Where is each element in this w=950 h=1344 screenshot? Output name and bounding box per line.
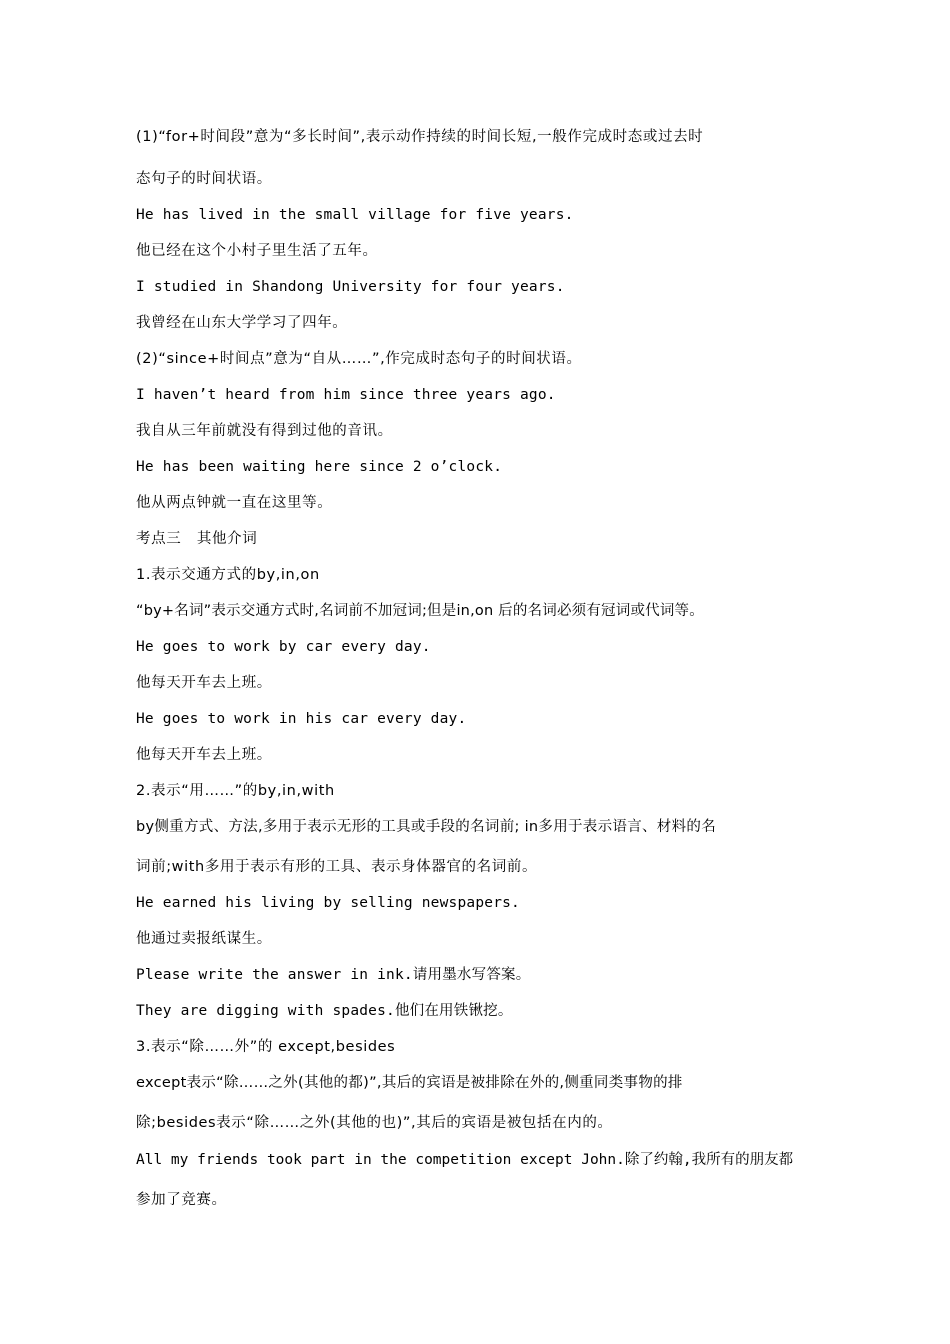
example-sentence: He goes to work in his car every day. (136, 711, 467, 727)
paragraph-line: 除;besides表示“除……之外(其他的也)”,其后的宾语是被包括在内的。 (136, 1115, 613, 1131)
example-sentence: They are digging with spades.他们在用铁锹挖。 (136, 1003, 513, 1019)
paragraph-line: except表示“除……之外(其他的都)”,其后的宾语是被排除在外的,侧重同类事物的排 (136, 1075, 683, 1091)
example-sentence: He earned his living by selling newspapers. (136, 895, 520, 911)
paragraph-line: by侧重方式、方法,多用于表示无形的工具或手段的名词前; in多用于表示语言、材料的名 (136, 819, 717, 835)
subsection-heading: 3.表示“除……外”的 except,besides (136, 1039, 396, 1055)
example-sentence: I studied in Shandong University for four years. (136, 279, 565, 295)
example-sentence: He has been waiting here since 2 o’clock. (136, 459, 503, 475)
subsection-heading: 1.表示交通方式的by,in,on (136, 567, 320, 583)
paragraph-line: 词前;with多用于表示有形的工具、表示身体器官的名词前。 (136, 859, 538, 875)
example-sentence: I haven’t heard from him since three years ago. (136, 387, 556, 403)
translation-line: 参加了竞赛。 (136, 1192, 227, 1208)
translation-line: 他从两点钟就一直在这里等。 (136, 495, 333, 511)
section-heading: 考点三 其他介词 (136, 531, 258, 547)
translation-line: 他每天开车去上班。 (136, 675, 272, 691)
paragraph-line: (2)“since+时间点”意为“自从……”,作完成时态句子的时间状语。 (136, 351, 582, 367)
example-sentence: He goes to work by car every day. (136, 639, 431, 655)
translation-line: 他每天开车去上班。 (136, 747, 272, 763)
paragraph-line: “by+名词”表示交通方式时,名词前不加冠词;但是in,on 后的名词必须有冠词或代词等。 (136, 603, 704, 619)
example-sentence: He has lived in the small village for five years. (136, 207, 574, 223)
translation-line: 我曾经在山东大学学习了四年。 (136, 315, 348, 331)
paragraph-line: 态句子的时间状语。 (136, 171, 272, 187)
paragraph-line: (1)“for+时间段”意为“多长时间”,表示动作持续的时间长短,一般作完成时态或过去时 (136, 129, 704, 145)
translation-line: 我自从三年前就没有得到过他的音讯。 (136, 423, 393, 439)
translation-line: 他通过卖报纸谋生。 (136, 931, 272, 947)
example-sentence: Please write the answer in ink.请用墨水写答案。 (136, 967, 531, 983)
example-sentence: All my friends took part in the competition except John.除了约翰,我所有的朋友都 (136, 1152, 794, 1168)
translation-line: 他已经在这个小村子里生活了五年。 (136, 243, 378, 259)
subsection-heading: 2.表示“用……”的by,in,with (136, 783, 335, 799)
